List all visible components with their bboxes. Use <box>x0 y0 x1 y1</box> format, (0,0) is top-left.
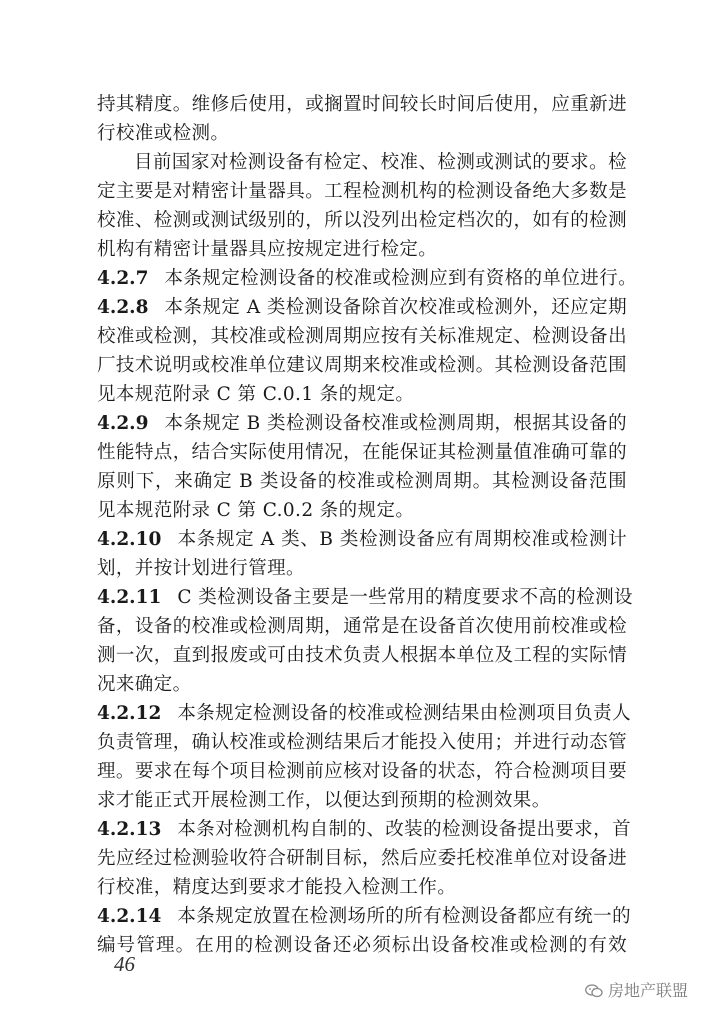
body-text <box>97 90 638 960</box>
text-line: 校准、检测或测试级别的，所以没列出检定档次的，如有的检测 <box>97 210 627 231</box>
text-line: 况来确定。 <box>97 674 192 695</box>
text-line: 机构有精密计量器具应按规定进行检定。 <box>97 239 438 260</box>
clause-text: 本条规定放置在检测场所的所有检测设备都应有统一的 <box>177 906 631 927</box>
text-line: 负责管理，确认校准或检测结果后才能投入使用；并进行动态管 <box>97 732 627 753</box>
clause-text: C 类检测设备主要是一些常用的精度要求不高的检测设 <box>177 587 633 608</box>
page-number: 46 <box>114 952 135 976</box>
clause-line <box>97 264 638 293</box>
clause-number: 4.2.9 <box>97 413 149 434</box>
clause-text: 本条规定 A 类检测设备除首次校准或检测外，还应定期 <box>164 297 627 318</box>
clause-number: 4.2.12 <box>97 703 162 724</box>
clause-line <box>97 525 627 554</box>
clause-text: 本条对检测机构自制的、改装的检测设备提出要求，首 <box>177 819 631 840</box>
text-line: 行校准，精度达到要求才能投入检测工作。 <box>97 877 457 898</box>
text-line: 划，并按计划进行管理。 <box>97 558 305 579</box>
clause-text: 本条规定检测设备的校准或检测结果由检测项目负责人 <box>177 703 631 724</box>
text-line: 见本规范附录 C 第 C.0.2 条的规定。 <box>97 500 415 521</box>
text-line: 见本规范附录 C 第 C.0.1 条的规定。 <box>97 384 415 405</box>
clause-number: 4.2.13 <box>97 819 162 840</box>
clause-text: 本条规定 A 类、B 类检测设备应有周期校准或检测计 <box>177 529 627 550</box>
text-line: 测一次，直到报废或可由技术负责人根据本单位及工程的实际情 <box>97 645 627 666</box>
clause-line <box>97 409 627 438</box>
clause-line <box>97 583 633 612</box>
text-line: 原则下，来确定 B 类设备的校准或检测周期。其检测设备范围 <box>97 471 627 492</box>
clause-number: 4.2.11 <box>97 587 162 608</box>
text-line: 定主要是对精密计量器具。工程检测机构的检测设备绝大多数是 <box>97 181 627 202</box>
clause-number: 4.2.7 <box>97 268 149 289</box>
text-line: 校准或检测，其校准或检测周期应按有关标准规定、检测设备出 <box>97 326 627 347</box>
text-line: 求才能正式开展检测工作，以便达到预期的检测效果。 <box>97 790 551 811</box>
clause-line <box>97 293 627 322</box>
clause-text: 本条规定检测设备的校准或检测应到有资格的单位进行。 <box>164 268 638 289</box>
clause-line <box>97 699 631 728</box>
text-line: 理。要求在每个项目检测前应核对设备的状态，符合检测项目要 <box>97 761 627 782</box>
text-line: 持其精度。维修后使用，或搁置时间较长时间后使用，应重新进 <box>97 94 627 115</box>
text-line: 性能特点，结合实际使用情况，在能保证其检测量值准确可靠的 <box>97 442 627 463</box>
watermark <box>585 978 688 1001</box>
text-line: 先应经过检测验收符合研制目标，然后应委托校准单位对设备进 <box>97 848 627 869</box>
watermark-text: 房地产联盟 <box>608 981 689 1000</box>
clause-number: 4.2.8 <box>97 297 149 318</box>
wechat-icon <box>585 983 603 997</box>
clause-text: 本条规定 B 类检测设备校准或检测周期，根据其设备的 <box>164 413 627 434</box>
text-line: 目前国家对检测设备有检定、校准、检测或测试的要求。检 <box>134 152 627 173</box>
clause-line <box>97 815 631 844</box>
text-line: 编号管理。在用的检测设备还必须标出设备校准或检测的有效 <box>97 935 627 956</box>
clause-number: 4.2.14 <box>97 906 162 927</box>
text-line: 备，设备的校准或检测周期，通常是在设备首次使用前校准或检 <box>97 616 627 637</box>
text-line: 行校准或检测。 <box>97 123 230 144</box>
clause-line <box>97 902 631 931</box>
text-line: 厂技术说明或校准单位建议周期来校准或检测。其检测设备范围 <box>97 355 627 376</box>
clause-number: 4.2.10 <box>97 529 162 550</box>
